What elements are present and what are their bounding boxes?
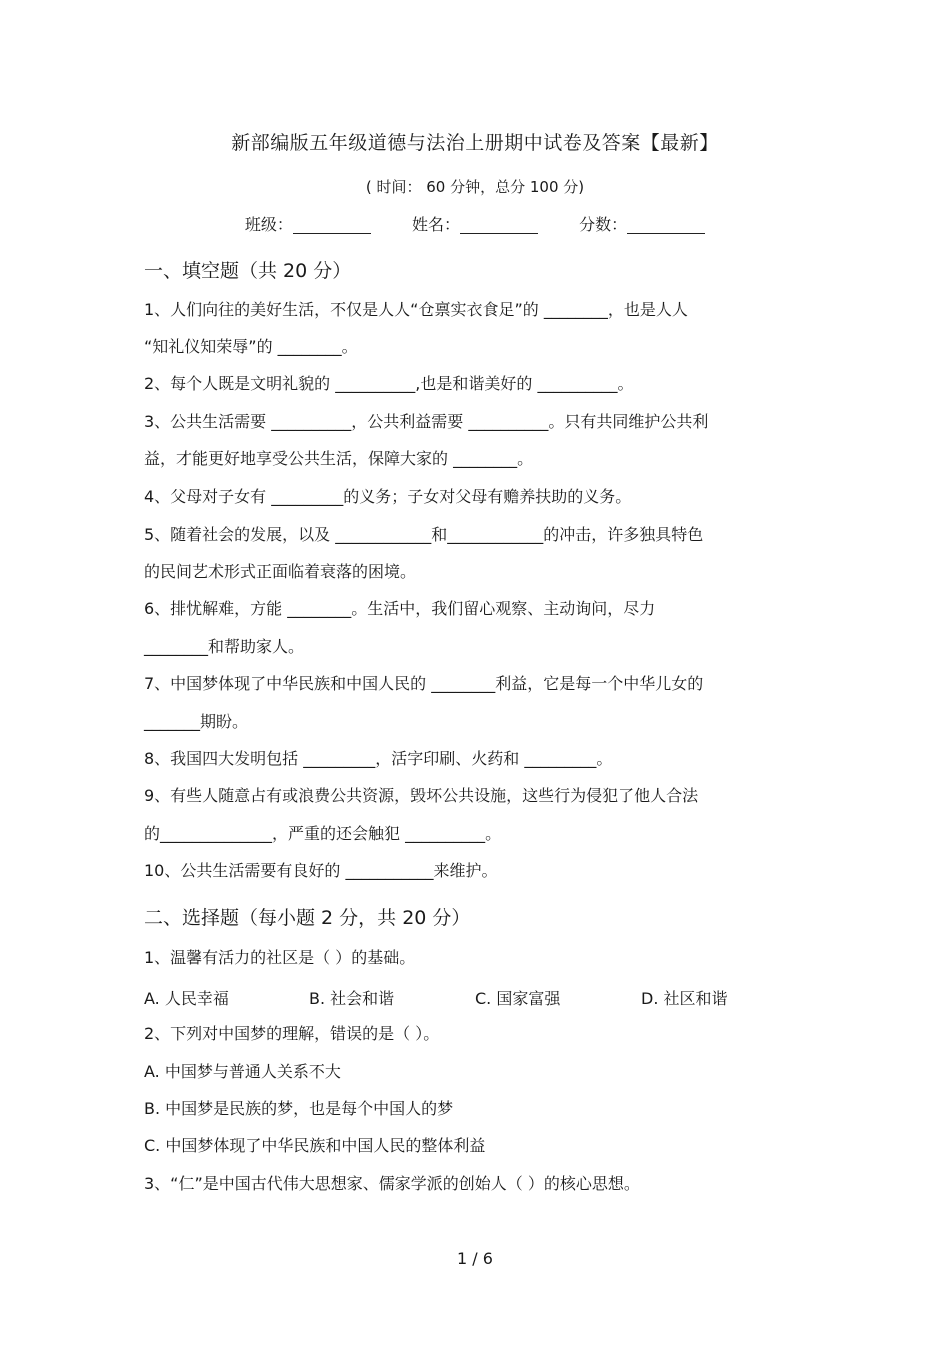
exam-title: 新部编版五年级道德与法治上册期中试卷及答案【最新】 bbox=[231, 132, 719, 154]
question-8-line-1: 8、我国四大发明包括 _________，活字印刷、火药和 _________。 bbox=[144, 749, 613, 768]
name-field bbox=[412, 212, 538, 235]
question-10-line-1: 10、公共生活需要有良好的 ___________来维护。 bbox=[144, 861, 498, 880]
choice-1-option-b: B. 社会和谐 bbox=[309, 989, 395, 1008]
score-label: 分数： bbox=[579, 215, 628, 234]
class-blank bbox=[293, 215, 371, 234]
question-1-line-1: 1、人们向往的美好生活，不仅是人人“仓禀实衣食足”的 ________，也是人人 bbox=[144, 300, 688, 319]
name-label: 姓名： bbox=[411, 215, 460, 234]
class-field bbox=[245, 212, 371, 235]
exam-subtitle: ( 时间： 60 分钟，总分 100 分) bbox=[365, 178, 585, 196]
question-1-line-2: “知礼仪知荣辱”的 ________。 bbox=[144, 337, 358, 356]
question-3-line-1: 3、公共生活需要 __________，公共利益需要 __________。只有共同维护公共利 bbox=[144, 412, 709, 431]
question-9-line-2: 的______________，严重的还会触犯 __________。 bbox=[144, 824, 502, 843]
question-2-line-1: 2、每个人既是文明礼貌的 __________,也是和谐美好的 __________。 bbox=[144, 374, 634, 393]
choice-question-2-stem: 2、下列对中国梦的理解，错误的是（ ）。 bbox=[144, 1024, 440, 1043]
choice-1-option-a: A. 人民幸福 bbox=[144, 989, 229, 1008]
question-6-line-1: 6、排忧解难，方能 ________。生活中，我们留心观察、主动询问，尽力 bbox=[144, 599, 656, 618]
question-4-line-1: 4、父母对子女有 _________的义务；子女对父母有赡养扶助的义务。 bbox=[144, 487, 632, 506]
section-fill-in-heading: 一、填空题（共 20 分） bbox=[144, 260, 352, 282]
student-info-row bbox=[0, 212, 950, 235]
choice-question-3-stem: 3、“仁”是中国古代伟大思想家、儒家学派的创始人（ ）的核心思想。 bbox=[144, 1174, 640, 1193]
choice-2-option-c: C. 中国梦体现了中华民族和中国人民的整体利益 bbox=[144, 1136, 486, 1155]
question-3-line-2: 益，才能更好地享受公共生活，保障大家的 ________。 bbox=[144, 449, 534, 468]
question-7-line-1: 7、中国梦体现了中华民族和中国人民的 ________利益，它是每一个中华儿女的 bbox=[144, 674, 704, 693]
question-9-line-1: 9、有些人随意占有或浪费公共资源，毁坏公共设施，这些行为侵犯了他人合法 bbox=[144, 786, 699, 805]
choice-2-option-b: B. 中国梦是民族的梦，也是每个中国人的梦 bbox=[144, 1099, 454, 1118]
question-5-line-2: 的民间艺术形式正面临着衰落的困境。 bbox=[144, 562, 417, 581]
section-choice-heading: 二、选择题（每小题 2 分，共 20 分） bbox=[144, 907, 471, 929]
question-6-line-2: ________和帮助家人。 bbox=[144, 637, 305, 656]
name-blank bbox=[460, 215, 538, 234]
class-label: 班级： bbox=[244, 215, 293, 234]
choice-question-1-stem: 1、温馨有活力的社区是（ ）的基础。 bbox=[144, 948, 416, 967]
score-field bbox=[579, 212, 705, 235]
choice-2-option-a: A. 中国梦与普通人关系不大 bbox=[144, 1062, 341, 1081]
question-5-line-1: 5、随着社会的发展，以及 ____________和____________的冲击，许多独具特色 bbox=[144, 525, 704, 544]
choice-1-option-d: D. 社区和谐 bbox=[641, 989, 728, 1008]
page-number: 1 / 6 bbox=[457, 1249, 493, 1268]
choice-1-option-c: C. 国家富强 bbox=[475, 989, 561, 1008]
question-7-line-2: _______期盼。 bbox=[144, 712, 249, 731]
score-blank bbox=[627, 215, 705, 234]
